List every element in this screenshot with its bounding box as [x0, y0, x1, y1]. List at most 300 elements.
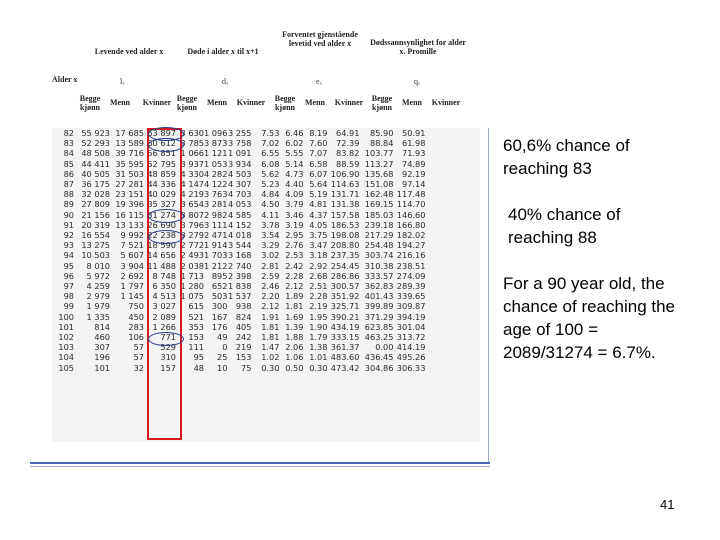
value-cell: 450: [128, 311, 144, 322]
value-cell: 2.76: [285, 240, 304, 251]
value-cell: 2.59: [261, 270, 280, 281]
value-cell: 362.83: [364, 281, 394, 292]
value-cell: 103.77: [364, 148, 394, 159]
value-cell: 166.80: [396, 219, 426, 230]
value-cell: 167: [211, 311, 228, 322]
value-cell: 623.85: [364, 321, 394, 332]
value-cell: 216.16: [396, 250, 426, 261]
value-cell: 2 772: [180, 240, 204, 251]
note-line: age of 100 =: [503, 320, 599, 339]
age-cell: 102: [58, 332, 74, 343]
value-cell: 57: [133, 352, 144, 363]
value-cell: 1 091: [228, 148, 252, 159]
age-cell: 93: [63, 240, 74, 251]
age-cell: 105: [58, 362, 74, 373]
value-cell: 1 979: [86, 301, 110, 312]
table-row: [52, 322, 425, 332]
value-cell: 7 521: [120, 240, 144, 251]
value-cell: 3.46: [285, 209, 304, 220]
value-cell: 2.53: [285, 250, 304, 261]
value-cell: 3 904: [120, 260, 144, 271]
value-cell: 97.14: [402, 179, 426, 190]
value-cell: 4.84: [261, 189, 280, 200]
table-row: [52, 169, 425, 179]
value-cell: 306.33: [396, 362, 426, 373]
subheader-both-2: Begge kjønn: [176, 94, 198, 112]
value-cell: 1.88: [285, 332, 304, 343]
value-cell: 2.28: [309, 291, 328, 302]
value-cell: 4 147: [180, 179, 204, 190]
value-cell: 2.42: [285, 260, 304, 271]
value-cell: 48 508: [81, 148, 110, 159]
value-cell: 301.04: [396, 321, 426, 332]
table-row: [52, 312, 425, 322]
value-cell: 333.15: [330, 332, 360, 343]
value-cell: 4 513: [152, 291, 176, 302]
bottom-rule-thin: [30, 466, 490, 467]
value-cell: 3 111: [204, 219, 228, 230]
value-cell: 351.92: [330, 291, 360, 302]
value-cell: 4 152: [228, 219, 252, 230]
note-reaching-83: [503, 134, 630, 180]
value-cell: 2.12: [285, 281, 304, 292]
table-row: [52, 291, 425, 301]
value-cell: 61.98: [402, 138, 426, 149]
value-cell: 92.19: [402, 168, 426, 179]
note-line: 60,6% chance of: [503, 136, 630, 155]
value-cell: 309.87: [396, 301, 426, 312]
value-cell: 1 075: [180, 291, 204, 302]
table-row: [52, 342, 425, 352]
value-cell: 4 018: [228, 230, 252, 241]
value-cell: 31 274: [147, 209, 176, 220]
subheader-women-4: Kvinner: [431, 98, 461, 107]
value-cell: 1.79: [309, 332, 328, 343]
symbol-lx: lₓ: [120, 77, 125, 86]
age-cell: 92: [63, 230, 74, 241]
value-cell: 1.39: [285, 321, 304, 332]
value-cell: 390.21: [330, 311, 360, 322]
value-cell: 436.45: [364, 352, 394, 363]
value-cell: 162.48: [364, 189, 394, 200]
value-cell: 460: [94, 332, 110, 343]
value-cell: 3 281: [204, 199, 228, 210]
value-cell: 325.71: [330, 301, 360, 312]
subheader-men-4: Menn: [402, 98, 422, 107]
value-cell: 1 053: [204, 158, 228, 169]
value-cell: 4.05: [309, 219, 328, 230]
value-cell: 6.46: [285, 128, 304, 138]
value-cell: 2 471: [204, 230, 228, 241]
value-cell: 1.81: [261, 332, 280, 343]
value-cell: 3.18: [309, 250, 328, 261]
value-cell: 40 029: [147, 189, 176, 200]
value-cell: 310.38: [364, 260, 394, 271]
value-cell: 18 590: [147, 240, 176, 251]
note-reaching-88: [508, 203, 620, 249]
note-line: 40% chance of: [508, 205, 621, 224]
value-cell: 194.27: [396, 240, 426, 251]
value-cell: 55 923: [81, 128, 110, 138]
value-cell: 3.79: [285, 199, 304, 210]
vertical-rule: [488, 128, 489, 464]
age-cell: 90: [63, 209, 74, 220]
value-cell: 3.02: [261, 250, 280, 261]
value-cell: 36 175: [81, 179, 110, 190]
value-cell: 2.81: [261, 260, 280, 271]
value-cell: 7.60: [309, 138, 328, 149]
value-cell: 2.95: [285, 230, 304, 241]
value-cell: 2 089: [152, 311, 176, 322]
value-cell: 5 972: [86, 270, 110, 281]
subheader-both-4: Begge kjønn: [371, 94, 393, 112]
table-row: [52, 281, 425, 291]
value-cell: 938: [235, 301, 252, 312]
value-cell: 283: [128, 321, 144, 332]
value-cell: 25: [217, 352, 228, 363]
value-cell: 88.59: [336, 158, 360, 169]
value-cell: 2 038: [180, 260, 204, 271]
value-cell: 44 411: [81, 158, 110, 169]
value-cell: 4 053: [228, 199, 252, 210]
value-cell: 473.42: [330, 362, 360, 373]
value-cell: 157.58: [330, 209, 360, 220]
value-cell: 4.11: [261, 209, 280, 220]
table-row: [52, 271, 425, 281]
value-cell: 353: [188, 321, 204, 332]
value-cell: 771: [160, 332, 176, 343]
age-cell: 96: [63, 270, 74, 281]
subheader-men-2: Menn: [207, 98, 227, 107]
value-cell: 60 612: [147, 138, 176, 149]
value-cell: 10: [217, 362, 228, 373]
value-cell: 8.19: [309, 128, 328, 138]
value-cell: 239.18: [364, 219, 394, 230]
value-cell: 16 115: [115, 209, 144, 220]
highlight-women-survivors-column: [147, 128, 182, 440]
value-cell: 7.02: [261, 138, 280, 149]
symbol-ex: eₓ: [316, 77, 322, 86]
value-cell: 5 607: [120, 250, 144, 261]
value-cell: 27 281: [115, 179, 144, 190]
value-cell: 3 654: [180, 199, 204, 210]
header-survivors: Levende ved alder x: [94, 47, 164, 56]
value-cell: 176: [211, 321, 228, 332]
age-cell: 91: [63, 219, 74, 230]
value-cell: 2.46: [261, 281, 280, 292]
value-cell: 1 066: [180, 148, 204, 159]
value-cell: 3.29: [261, 240, 280, 251]
header-death-probability: Dødssannsynlighet for alder x. Promille: [370, 38, 466, 56]
value-cell: 1 797: [120, 281, 144, 292]
age-cell: 100: [58, 311, 74, 322]
value-cell: 39 716: [115, 148, 144, 159]
bottom-rule: [30, 462, 490, 464]
value-cell: 6.08: [261, 158, 280, 169]
age-cell: 87: [63, 179, 74, 190]
value-cell: 52 293: [81, 138, 110, 149]
value-cell: 13 589: [115, 138, 144, 149]
value-cell: 2 979: [86, 291, 110, 302]
value-cell: 615: [188, 301, 204, 312]
table-row: [52, 261, 425, 271]
value-cell: 101: [94, 362, 110, 373]
circle-age-100: [148, 332, 184, 346]
value-cell: 1.89: [285, 291, 304, 302]
subheader-women-2: Kvinner: [236, 98, 266, 107]
value-cell: 313.72: [396, 332, 426, 343]
value-cell: 40 505: [81, 168, 110, 179]
value-cell: 394.19: [396, 311, 426, 322]
value-cell: 95: [193, 352, 204, 363]
value-cell: 6 350: [152, 281, 176, 292]
value-cell: 3.78: [261, 219, 280, 230]
value-cell: 289.39: [396, 281, 426, 292]
table-row: [52, 332, 425, 342]
table-row: [52, 240, 425, 250]
note-line: 2089/31274 = 6.7%.: [503, 343, 656, 362]
table-row: [52, 148, 425, 158]
value-cell: 85.90: [370, 128, 394, 138]
value-cell: 4 307: [228, 179, 252, 190]
table-row: [52, 199, 425, 209]
value-cell: 35 327: [147, 199, 176, 210]
value-cell: 219: [235, 342, 252, 353]
value-cell: 300: [211, 301, 228, 312]
value-cell: 3 544: [228, 240, 252, 251]
value-cell: 3 255: [228, 128, 252, 138]
value-cell: 2.92: [309, 260, 328, 271]
value-cell: 1.02: [261, 352, 280, 363]
value-cell: 35 595: [115, 158, 144, 169]
value-cell: 7.53: [261, 128, 280, 138]
value-cell: 2.12: [261, 301, 280, 312]
value-cell: 11 488: [147, 260, 176, 271]
table-row: [52, 128, 425, 138]
note-line: chance of reaching the: [503, 297, 676, 316]
age-cell: 97: [63, 281, 74, 292]
age-cell: 86: [63, 168, 74, 179]
value-cell: 414.19: [396, 342, 426, 353]
value-cell: 20 319: [81, 219, 110, 230]
value-cell: 111: [188, 342, 204, 353]
note-age-100-calculation: [503, 272, 675, 364]
value-cell: 3 279: [180, 230, 204, 241]
value-cell: 1.95: [309, 311, 328, 322]
value-cell: 1 280: [180, 281, 204, 292]
value-cell: 6.55: [261, 148, 280, 159]
value-cell: 83.82: [336, 148, 360, 159]
value-cell: 3 934: [228, 158, 252, 169]
table-row: [52, 189, 425, 199]
value-cell: 5.62: [261, 168, 280, 179]
value-cell: 371.29: [364, 311, 394, 322]
age-cell: 94: [63, 250, 74, 261]
value-cell: 5.55: [285, 148, 304, 159]
value-cell: 217.29: [364, 230, 394, 241]
value-cell: 4 585: [228, 209, 252, 220]
value-cell: 4 330: [180, 168, 204, 179]
value-cell: 74.89: [402, 158, 426, 169]
value-cell: 3 027: [152, 301, 176, 312]
value-cell: 1 121: [204, 148, 228, 159]
value-cell: 3.19: [285, 219, 304, 230]
value-cell: 463.25: [364, 332, 394, 343]
value-cell: 434.19: [330, 321, 360, 332]
table-row: [52, 250, 425, 260]
value-cell: 88.84: [370, 138, 394, 149]
value-cell: 196: [94, 352, 110, 363]
value-cell: 3 168: [228, 250, 252, 261]
circle-age-88: [148, 209, 184, 223]
value-cell: 10 503: [81, 250, 110, 261]
age-cell: 82: [63, 128, 74, 138]
value-cell: 117.48: [396, 189, 426, 200]
circle-age-83: [148, 138, 184, 152]
value-cell: 5.23: [261, 179, 280, 190]
subheader-both-3: Begge kjønn: [274, 94, 296, 112]
value-cell: 521: [188, 311, 204, 322]
value-cell: 4.73: [285, 168, 304, 179]
note-line: For a 90 year old, the: [503, 274, 665, 293]
value-cell: 652: [211, 281, 228, 292]
value-cell: 4.40: [285, 179, 304, 190]
value-cell: 1.38: [309, 342, 328, 353]
value-cell: 242: [235, 332, 252, 343]
value-cell: 4 219: [180, 189, 204, 200]
value-cell: 4.81: [309, 199, 328, 210]
note-line: reaching 88: [508, 228, 597, 247]
value-cell: 151.08: [364, 179, 394, 190]
value-cell: 0: [222, 342, 228, 353]
value-cell: 307: [94, 342, 110, 353]
page-number: 41: [660, 497, 675, 512]
value-cell: 2 493: [180, 250, 204, 261]
value-cell: 495.26: [396, 352, 426, 363]
value-cell: 49: [217, 332, 228, 343]
value-cell: 182.02: [396, 230, 426, 241]
header-age: Alder x: [52, 75, 78, 84]
value-cell: 2.06: [285, 342, 304, 353]
value-cell: 5.14: [285, 158, 304, 169]
value-cell: 333.57: [364, 270, 394, 281]
value-cell: 1.47: [261, 342, 280, 353]
value-cell: 56 851: [147, 148, 176, 159]
value-cell: 106: [128, 332, 144, 343]
age-cell: 83: [63, 138, 74, 149]
value-cell: 1 145: [120, 291, 144, 302]
value-cell: 157: [160, 362, 176, 373]
value-cell: 2.20: [261, 291, 280, 302]
value-cell: 64.91: [336, 128, 360, 138]
value-cell: 483.60: [330, 352, 360, 363]
value-cell: 310: [160, 352, 176, 363]
value-cell: 0.30: [309, 362, 328, 373]
value-cell: 2 398: [228, 270, 252, 281]
value-cell: 3 763: [204, 189, 228, 200]
table-row: [52, 179, 425, 189]
value-cell: 503: [211, 291, 228, 302]
circle-age-90: [148, 230, 184, 244]
value-cell: 895: [211, 270, 228, 281]
value-cell: 2.68: [309, 270, 328, 281]
value-cell: 0.50: [285, 362, 304, 373]
value-cell: 71.93: [402, 148, 426, 159]
value-cell: 238.51: [396, 260, 426, 271]
value-cell: 1.81: [285, 301, 304, 312]
life-table-body: [52, 128, 425, 373]
value-cell: 1.01: [309, 352, 328, 363]
value-cell: 72.39: [336, 138, 360, 149]
value-cell: 48 859: [147, 168, 176, 179]
value-cell: 4 282: [204, 168, 228, 179]
age-cell: 89: [63, 199, 74, 210]
age-cell: 99: [63, 301, 74, 312]
age-cell: 95: [63, 260, 74, 271]
value-cell: 304.86: [364, 362, 394, 373]
value-cell: 169.15: [364, 199, 394, 210]
value-cell: 106.90: [330, 168, 360, 179]
value-cell: 1.90: [309, 321, 328, 332]
life-table: [52, 128, 425, 373]
value-cell: 303.74: [364, 250, 394, 261]
value-cell: 19 396: [115, 199, 144, 210]
value-cell: 1 537: [228, 291, 252, 302]
value-cell: 1 335: [86, 311, 110, 322]
value-cell: 824: [235, 311, 252, 322]
value-cell: 3.54: [261, 230, 280, 241]
value-cell: 1 703: [204, 250, 228, 261]
value-cell: 208.80: [330, 240, 360, 251]
value-cell: 52 795: [147, 158, 176, 169]
age-cell: 84: [63, 148, 74, 159]
value-cell: 146.60: [396, 209, 426, 220]
subheader-men-1: Menn: [110, 98, 130, 107]
value-cell: 17 685: [115, 128, 144, 138]
value-cell: 13 133: [115, 219, 144, 230]
value-cell: 4 122: [204, 179, 228, 190]
subheader-women-3: Kvinner: [334, 98, 364, 107]
value-cell: 21 156: [81, 209, 110, 220]
value-cell: 3 758: [228, 138, 252, 149]
value-cell: 131.38: [330, 199, 360, 210]
value-cell: 1.91: [261, 311, 280, 322]
value-cell: 750: [128, 301, 144, 312]
table-row: [52, 352, 425, 362]
value-cell: 399.89: [364, 301, 394, 312]
value-cell: 1 914: [204, 240, 228, 251]
value-cell: 4 503: [228, 168, 252, 179]
table-row: [52, 220, 425, 230]
value-cell: 3 873: [204, 138, 228, 149]
value-cell: 0.30: [261, 362, 280, 373]
value-cell: 286.86: [330, 270, 360, 281]
value-cell: 1 838: [228, 281, 252, 292]
value-cell: 32 028: [81, 189, 110, 200]
value-cell: 135.68: [364, 168, 394, 179]
value-cell: 300.57: [330, 281, 360, 292]
value-cell: 26 690: [147, 219, 176, 230]
value-cell: 3.47: [309, 240, 328, 251]
value-cell: 14 656: [147, 250, 176, 261]
value-cell: 13 275: [81, 240, 110, 251]
value-cell: 4.50: [261, 199, 280, 210]
value-cell: 50.91: [402, 128, 426, 138]
value-cell: 5.64: [309, 179, 328, 190]
age-cell: 88: [63, 189, 74, 200]
table-row: [52, 210, 425, 220]
age-cell: 104: [58, 352, 74, 363]
